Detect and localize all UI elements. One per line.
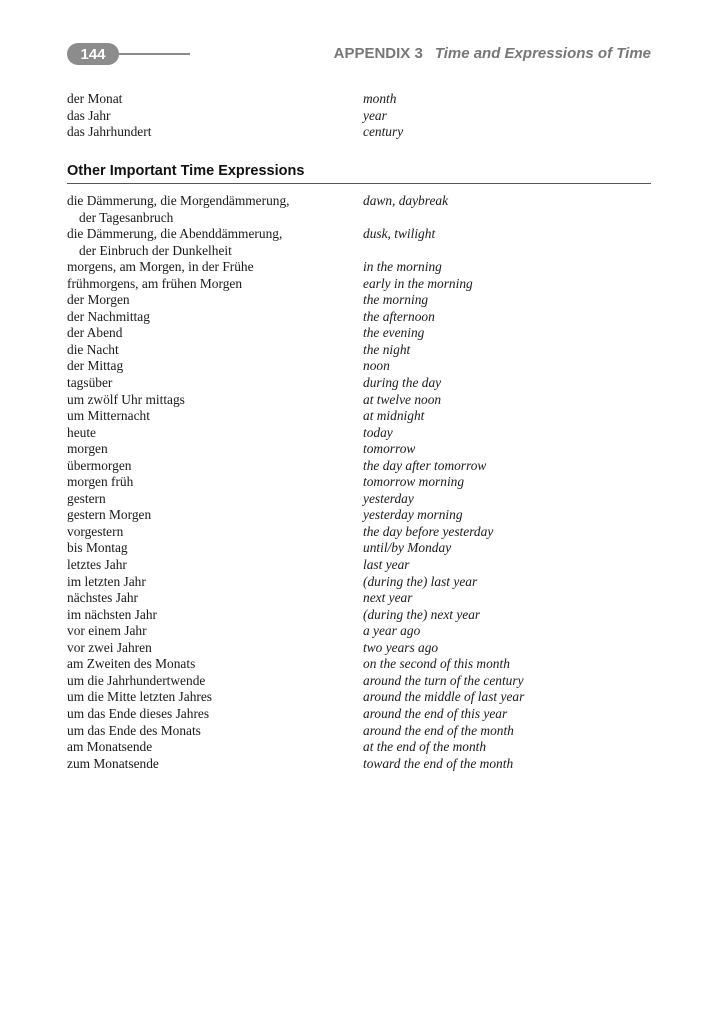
vocab-row bbox=[67, 723, 651, 740]
german-term: im letzten Jahr bbox=[67, 573, 146, 589]
german-term: am Monatsende bbox=[67, 739, 153, 755]
vocab-row bbox=[67, 108, 651, 125]
vocab-row bbox=[67, 656, 651, 673]
vocab-row bbox=[67, 193, 651, 210]
vocab-row bbox=[67, 408, 651, 425]
german-term: der Mittag bbox=[67, 358, 124, 374]
english-term: yesterday bbox=[363, 490, 414, 506]
german-term: morgens, am Morgen, in der Frühe bbox=[67, 259, 254, 275]
english-term: century bbox=[363, 124, 404, 140]
english-term: on the second of this month bbox=[363, 656, 510, 672]
german-term: der Morgen bbox=[67, 292, 130, 308]
german-term: zum Monatsende bbox=[67, 755, 159, 771]
vocab-row bbox=[67, 124, 651, 141]
english-term: yesterday morning bbox=[363, 507, 463, 523]
english-term: dusk, twilight bbox=[363, 226, 436, 242]
english-term: month bbox=[363, 91, 397, 106]
vocab-row bbox=[67, 392, 651, 409]
english-term: noon bbox=[363, 358, 390, 374]
vocab-row bbox=[67, 524, 651, 541]
german-term: bis Montag bbox=[67, 540, 128, 556]
vocab-row bbox=[67, 375, 651, 392]
german-term: heute bbox=[67, 424, 96, 440]
header-rule bbox=[118, 53, 190, 55]
english-term: two years ago bbox=[363, 639, 439, 655]
vocab-row bbox=[67, 259, 651, 276]
vocab-row bbox=[67, 342, 651, 359]
german-term: die Dämmerung, die Morgendämmerung, bbox=[67, 193, 290, 208]
english-term: around the turn of the century bbox=[363, 672, 524, 688]
german-term: im nächsten Jahr bbox=[67, 606, 157, 622]
time-expressions-list bbox=[67, 193, 651, 772]
english-term: during the day bbox=[363, 375, 442, 391]
english-term: at midnight bbox=[363, 408, 425, 424]
running-head bbox=[334, 45, 651, 62]
english-term: tomorrow morning bbox=[363, 474, 465, 490]
section-rule bbox=[67, 183, 651, 184]
english-term: next year bbox=[363, 590, 413, 606]
german-term: vor einem Jahr bbox=[67, 623, 147, 639]
german-term: vor zwei Jahren bbox=[67, 639, 152, 655]
german-term: am Zweiten des Monats bbox=[67, 656, 196, 672]
german-term: tagsüber bbox=[67, 375, 113, 391]
english-term: at the end of the month bbox=[363, 739, 487, 755]
vocab-row bbox=[67, 739, 651, 756]
german-term: um die Mitte letzten Jahres bbox=[67, 689, 213, 705]
vocab-row bbox=[67, 292, 651, 309]
english-term: early in the morning bbox=[363, 275, 473, 291]
german-term: der Tagesanbruch bbox=[79, 209, 174, 225]
german-term: letztes Jahr bbox=[67, 557, 127, 573]
vocab-row bbox=[67, 91, 651, 108]
english-term: the day after tomorrow bbox=[363, 457, 487, 473]
german-term: der Nachmittag bbox=[67, 308, 150, 324]
vocab-row bbox=[67, 756, 651, 773]
german-term: der Einbruch der Dunkelheit bbox=[79, 242, 232, 258]
german-term: das Jahrhundert bbox=[67, 124, 152, 140]
vocab-row bbox=[67, 458, 651, 475]
english-term: the morning bbox=[363, 292, 429, 308]
vocab-row bbox=[67, 309, 651, 326]
english-term: the afternoon bbox=[363, 308, 435, 324]
german-term: morgen bbox=[67, 441, 108, 457]
vocab-row bbox=[67, 325, 651, 342]
vocab-row bbox=[67, 507, 651, 524]
english-term: (during the) last year bbox=[363, 573, 478, 589]
vocab-row bbox=[67, 607, 651, 624]
appendix-label: APPENDIX 3 bbox=[333, 45, 423, 62]
german-term: um das Ende des Monats bbox=[67, 722, 201, 738]
running-head-title: Time and Expressions of Time bbox=[434, 45, 651, 62]
english-term: the night bbox=[363, 341, 411, 357]
english-term: in the morning bbox=[363, 259, 442, 275]
english-term: today bbox=[363, 424, 393, 440]
english-term: dawn, daybreak bbox=[363, 193, 449, 208]
english-term: around the end of this year bbox=[363, 705, 508, 721]
english-term: (during the) next year bbox=[363, 606, 481, 622]
vocab-row bbox=[67, 689, 651, 706]
vocab-row bbox=[67, 557, 651, 574]
english-term: year bbox=[363, 107, 387, 123]
german-term: übermorgen bbox=[67, 457, 132, 473]
german-term: nächstes Jahr bbox=[67, 590, 139, 606]
vocab-row bbox=[67, 706, 651, 723]
english-term: the evening bbox=[363, 325, 425, 341]
vocab-row bbox=[67, 623, 651, 640]
english-term: around the middle of last year bbox=[363, 689, 525, 705]
german-term: gestern Morgen bbox=[67, 507, 152, 523]
vocab-row bbox=[67, 425, 651, 442]
german-term: der Monat bbox=[67, 91, 123, 106]
german-term: um die Jahrhundertwende bbox=[67, 672, 206, 688]
german-term: der Abend bbox=[67, 325, 123, 341]
english-term: a year ago bbox=[363, 623, 421, 639]
german-term: um Mitternacht bbox=[67, 408, 150, 424]
vocab-row-continuation bbox=[67, 210, 651, 227]
vocab-row bbox=[67, 358, 651, 375]
german-term: die Dämmerung, die Abenddämmerung, bbox=[67, 226, 283, 242]
vocab-row bbox=[67, 673, 651, 690]
german-term: vorgestern bbox=[67, 523, 124, 539]
vocab-row bbox=[67, 574, 651, 591]
vocab-row bbox=[67, 540, 651, 557]
german-term: um das Ende dieses Jahres bbox=[67, 705, 210, 721]
german-term: das Jahr bbox=[67, 107, 111, 123]
vocab-row bbox=[67, 590, 651, 607]
english-term: toward the end of the month bbox=[363, 755, 514, 771]
english-term: the day before yesterday bbox=[363, 523, 494, 539]
german-term: um zwölf Uhr mittags bbox=[67, 391, 185, 407]
english-term: until/by Monday bbox=[363, 540, 452, 556]
vocab-row-continuation bbox=[67, 243, 651, 260]
english-term: around the end of the month bbox=[363, 722, 514, 738]
german-term: morgen früh bbox=[67, 474, 134, 490]
top-vocabulary-list bbox=[67, 91, 651, 141]
vocab-row bbox=[67, 276, 651, 293]
vocab-row bbox=[67, 474, 651, 491]
vocab-row bbox=[67, 441, 651, 458]
english-term: at twelve noon bbox=[363, 391, 442, 407]
vocab-row bbox=[67, 491, 651, 508]
section-heading: Other Important Time Expressions bbox=[67, 163, 305, 179]
vocab-row bbox=[67, 226, 651, 243]
page-number: 144 bbox=[67, 43, 119, 65]
german-term: frühmorgens, am frühen Morgen bbox=[67, 275, 243, 291]
vocab-row bbox=[67, 640, 651, 657]
english-term: tomorrow bbox=[363, 441, 416, 457]
german-term: die Nacht bbox=[67, 341, 119, 357]
english-term: last year bbox=[363, 557, 410, 573]
german-term: gestern bbox=[67, 490, 106, 506]
